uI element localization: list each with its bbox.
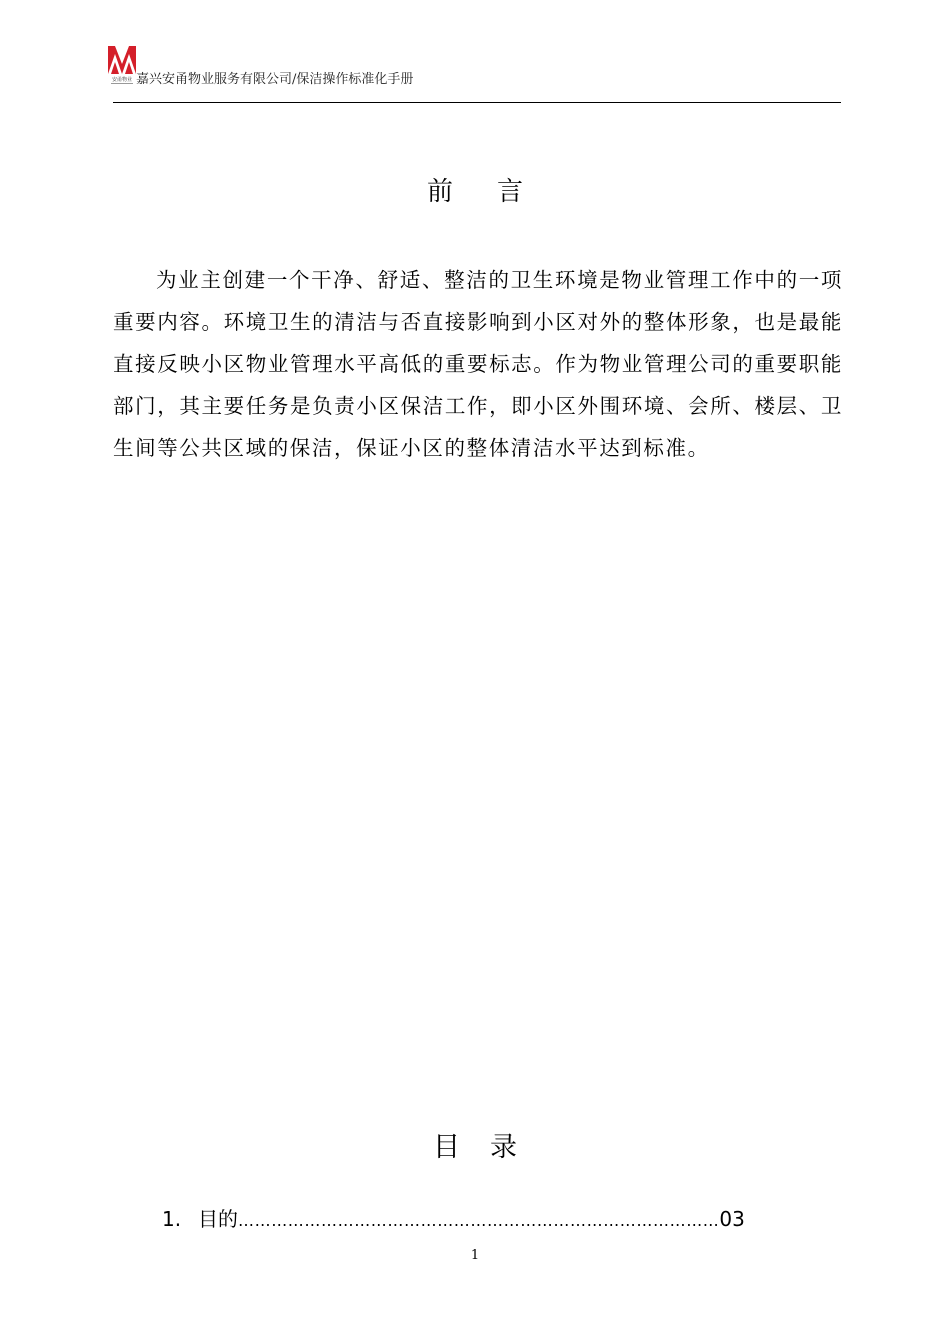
header-divider [113,102,841,103]
toc-list [162,1202,762,1238]
toc-item-number: 1. [162,1207,182,1231]
company-logo [108,46,136,86]
page-header [108,46,842,102]
toc-title: 目录 [433,1132,547,1163]
toc-item-leader: …………………………………………………………………………… [238,1211,720,1230]
toc-item-page: 03 [719,1207,745,1231]
preface-title: 前言 [426,177,567,207]
toc-item[interactable] [162,1202,762,1238]
toc-item-label: 目的 [198,1207,238,1231]
page-number: 1 [470,1248,480,1263]
logo-caption: 安甬物业 [111,77,133,83]
preface-body: 为业主创建一个干净、舒适、整洁的卫生环境是物业管理工作中的一项重要内容。环境卫生的清洁与否直接影响到小区对外的整体形象，也是最能直接反映小区物业管理水平高低的重要标志。作为物业管理公司的重要职能部门，其主要任务是负责小区保洁工作，即小区外围环境、会所、楼层、卫生间等公共区域的保洁，保证小区的整体清洁水平达到标准。 [113,268,843,460]
header-title: 嘉兴安甬物业服务有限公司/保洁操作标准化手册 [136,72,414,87]
